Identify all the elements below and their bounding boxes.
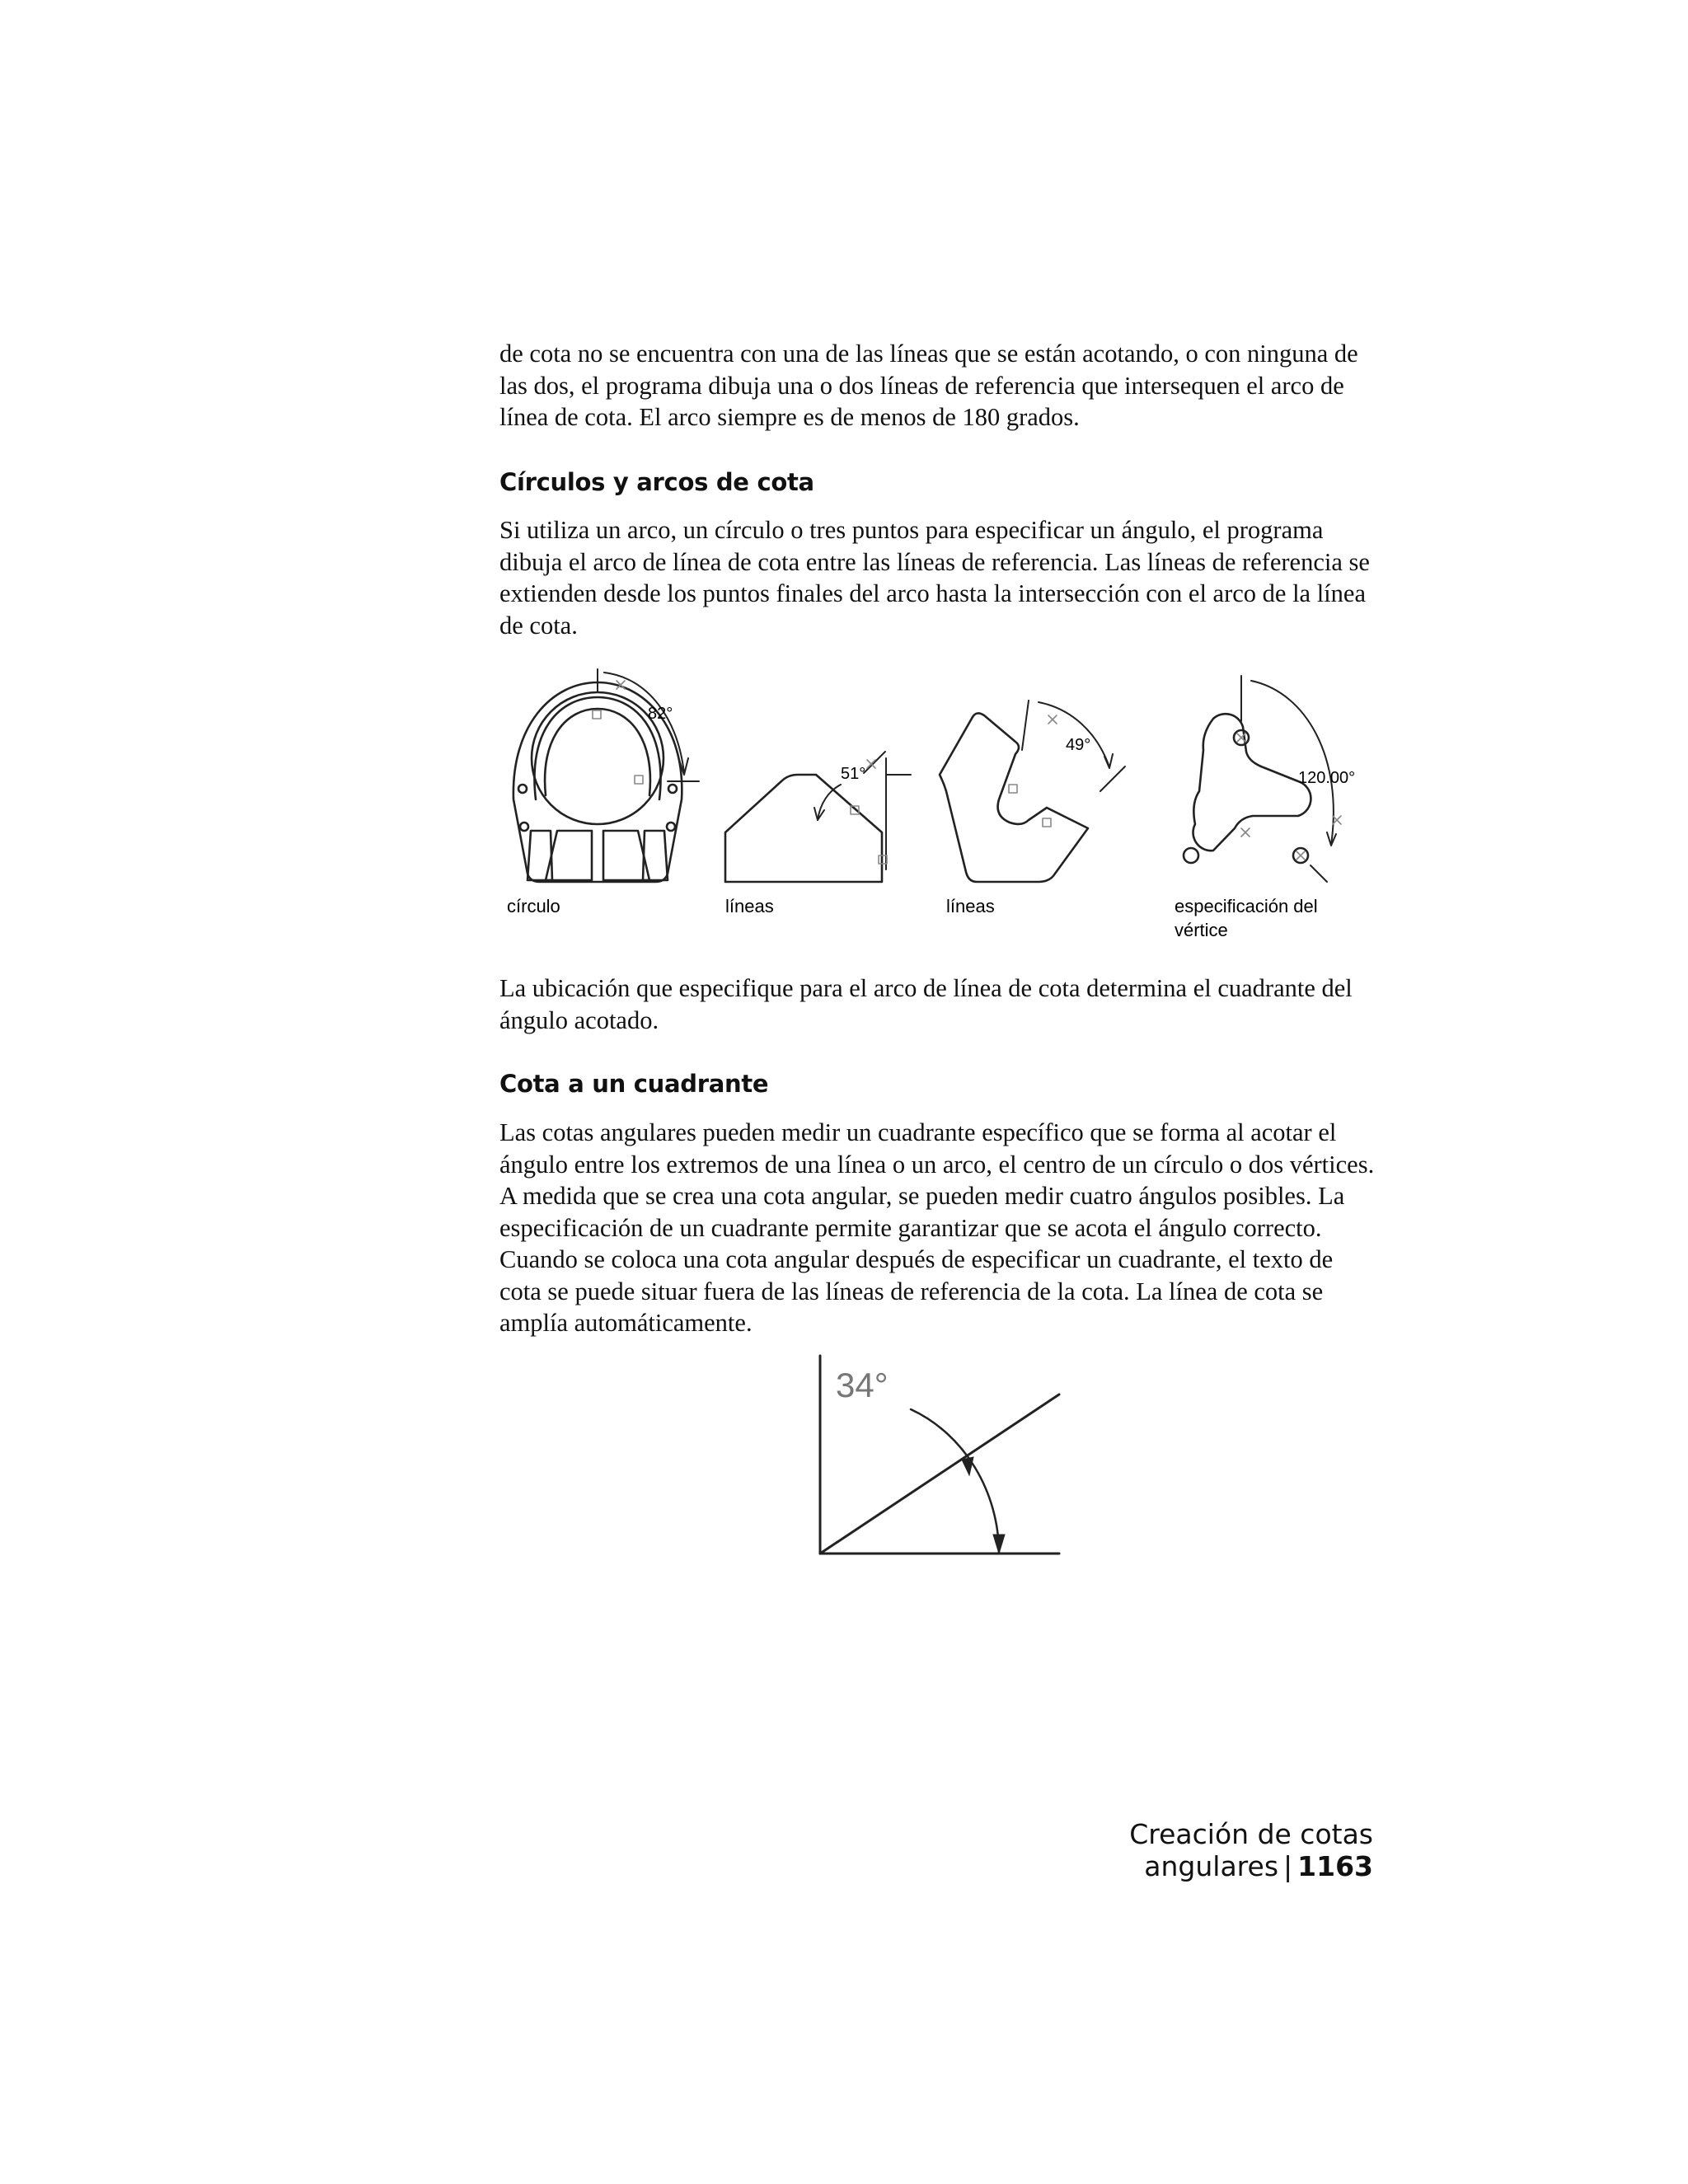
footer-title: Creación de cotas angulares <box>1129 1818 1373 1882</box>
vertex-caption-line1: especificación del <box>1175 896 1318 916</box>
dimension-arc <box>911 1409 999 1554</box>
section-heading-arcs: Círculos y arcos de cota <box>499 468 814 496</box>
quadrant-dimension-figure <box>808 1352 1071 1566</box>
circle-caption: círculo <box>507 896 560 916</box>
intro-paragraph: de cota no se encuentra con una de las líneas que se están acotando, o con ninguna de las dos, el programa dibuja una o dos líneas de referencia que intersequen el arco de línea de cota. El arco siempre es de menos de 180 grados. <box>499 340 1358 431</box>
circle-dimension-label: 82° <box>648 705 673 723</box>
lines-example-drawing-1 <box>725 752 911 882</box>
angular-dimension-examples-figure <box>495 659 1385 956</box>
lines2-caption: líneas <box>946 896 995 916</box>
location-paragraph: La ubicación que especifique para el arco de línea de cota determina el cuadrante del ángulo acotado. <box>499 974 1353 1034</box>
footer-separator: | <box>1283 1850 1293 1882</box>
circle-example-drawing <box>513 669 699 882</box>
arrowhead-bottom <box>993 1535 1005 1554</box>
lines1-dimension-label: 51° <box>841 765 866 783</box>
arcs-paragraph: Si utiliza un arco, un círculo o tres puntos para especificar un ángulo, el programa dibuja el arco de línea de cota entre las líneas de referencia. Las líneas de referencia se extienden desde los puntos finales del arco hasta la intersección con el arco de la línea de cota. <box>499 516 1370 640</box>
page-footer <box>907 1818 1373 1882</box>
lines-example-drawing-2 <box>940 701 1125 882</box>
lines1-caption: líneas <box>725 896 774 916</box>
quadrant-paragraph: Las cotas angulares pueden medir un cuadrante específico que se forma al acotar el ángulo entre los extremos de una línea o un arco, el centro de un círculo o dos vértices. A medida que se crea una cota angular, se pueden medir cuatro ángulos posibles. La especificación de un cuadrante permite garantizar que se acota el ángulo correcto. Cuando se coloca una cota angular después de especificar un cuadrante, el texto de cota se puede situar fuera de las líneas de referencia de la cota. La línea de cota se amplía automáticamente. <box>499 1118 1375 1337</box>
vertex-caption-line2: vértice <box>1175 920 1228 940</box>
lines2-dimension-label: 49° <box>1066 736 1091 754</box>
arrowhead-top <box>962 1457 973 1475</box>
angled-line <box>820 1394 1059 1554</box>
page-number: 1163 <box>1297 1850 1373 1882</box>
vertex-dimension-label: 120.00° <box>1298 769 1356 787</box>
section-heading-quadrant: Cota a un cuadrante <box>499 1070 769 1098</box>
angle-dimension-label: 34° <box>836 1366 889 1404</box>
